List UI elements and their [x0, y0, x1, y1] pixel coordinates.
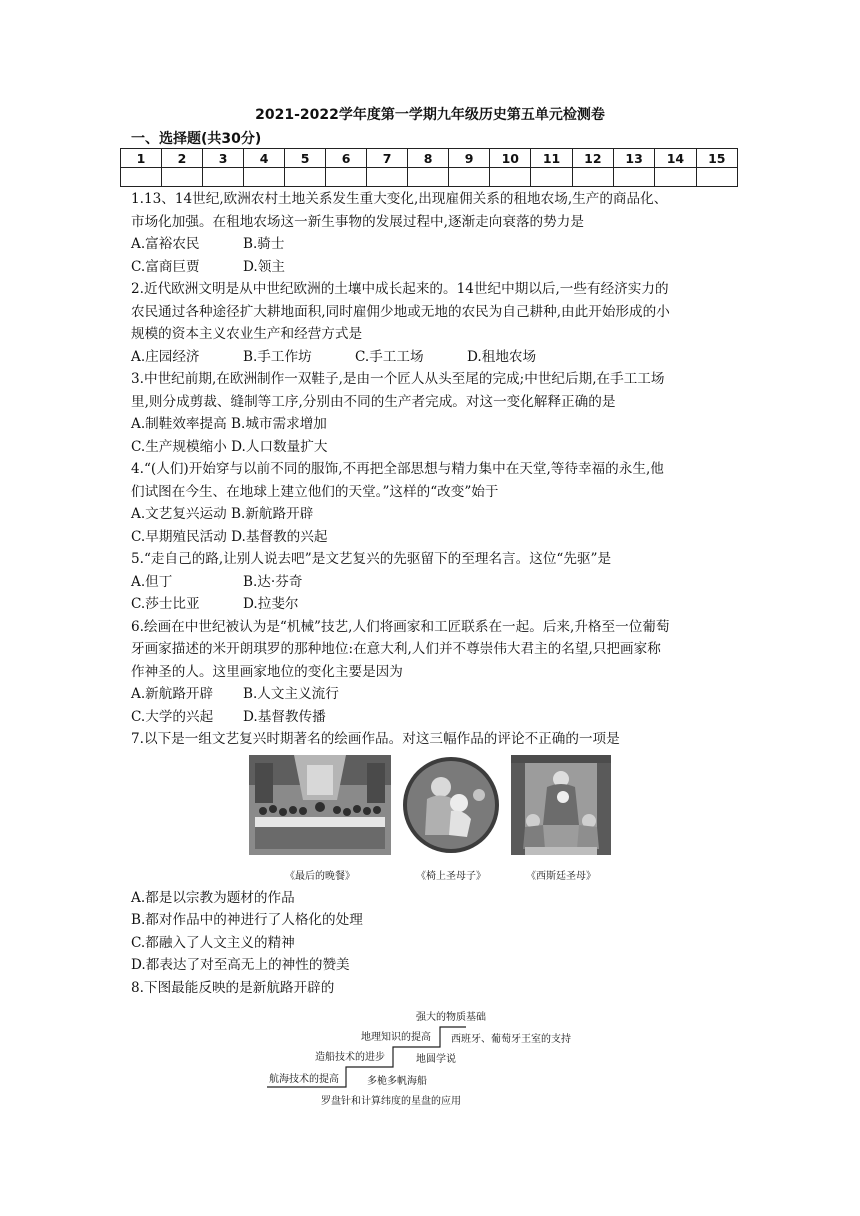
- diagram-label: 强大的物质基础: [416, 1012, 486, 1023]
- diagram-label: 地圆学说: [416, 1054, 456, 1065]
- caption-sistine-madonna: 《西斯廷圣母》: [526, 871, 596, 882]
- question-1-options-row: [131, 256, 741, 279]
- answer-cell: [326, 168, 367, 187]
- answer-grid-number: 15: [696, 149, 737, 168]
- question-4-options-row: A.文艺复兴运动 B.新航路开辟: [131, 506, 314, 522]
- option-c: C.莎士比亚: [131, 596, 200, 612]
- answer-cell: [655, 168, 696, 187]
- last-supper-image: [249, 755, 391, 855]
- answer-grid-blank-row: [121, 168, 738, 187]
- answer-cell: [449, 168, 490, 187]
- caption-madonna-chair: 《椅上圣母子》: [416, 871, 486, 882]
- diagram-label: 罗盘针和计算纬度的星盘的应用: [321, 1096, 461, 1107]
- answer-grid-number: 14: [655, 149, 696, 168]
- answer-cell: [408, 168, 449, 187]
- option-d: D.基督教传播: [243, 708, 326, 725]
- question-7-option-a: A.都是以宗教为题材的作品: [131, 889, 295, 906]
- option-b: B.达·芬奇: [243, 573, 303, 590]
- painting-last-supper: [249, 755, 391, 889]
- question-7-option-c: C.都融入了人文主义的精神: [131, 934, 295, 951]
- question-1-options-row: [131, 233, 741, 256]
- question-7-option-b: B.都对作品中的神进行了人格化的处理: [131, 912, 363, 928]
- option-b: B.骑士: [243, 236, 285, 252]
- option-c: C.手工工场: [355, 348, 424, 365]
- question-6-options-row: [131, 683, 741, 706]
- answer-cell: [203, 168, 244, 187]
- answer-cell: [613, 168, 654, 187]
- sistine-madonna-image: [511, 755, 611, 855]
- question-8-stem-line: 8.下图最能反映的是新航路开辟的: [131, 979, 335, 996]
- question-6-stem-line: 6.绘画在中世纪被认为是“机械”技艺,人们将画家和工匠联系在一起。后来,升格至一位葡萄: [131, 618, 670, 635]
- painting-sistine-madonna: [511, 755, 611, 889]
- question-5-options-row: [131, 593, 741, 616]
- question-4-stem-line: 4.“(人们)开始穿与以前不同的服饰,不再把全部思想与精力集中在天堂,等待幸福的永生,他: [131, 461, 664, 477]
- answer-cell: [572, 168, 613, 187]
- answer-cell: [121, 168, 162, 187]
- answer-grid-number: 6: [326, 149, 367, 168]
- option-a: A.新航路开辟: [131, 686, 214, 702]
- answer-grid-header-row: [121, 149, 738, 168]
- option-d: D.领主: [243, 258, 285, 275]
- answer-grid-number: 12: [572, 149, 613, 168]
- answer-cell: [285, 168, 326, 187]
- option-d: D.拉斐尔: [243, 596, 299, 612]
- option-c: C.大学的兴起: [131, 708, 214, 725]
- option-b: B.手工作坊: [243, 348, 312, 365]
- question-4-options-row: C.早期殖民活动 D.基督教的兴起: [131, 528, 328, 545]
- answer-grid-number: 8: [408, 149, 449, 168]
- answer-cell: [531, 168, 572, 187]
- answer-grid-number: 1: [121, 149, 162, 168]
- answer-cell: [244, 168, 285, 187]
- painting-madonna-chair: [401, 755, 501, 889]
- answer-cell: [490, 168, 531, 187]
- question-6-options-row: [131, 706, 741, 729]
- question-7-option-d: D.都表达了对至高无上的神性的赞美: [131, 957, 350, 973]
- question-2-stem-line: 规模的资本主义农业生产和经营方式是: [131, 326, 363, 342]
- question-3-options-row: A.制鞋效率提高 B.城市需求增加: [131, 416, 327, 432]
- caption-last-supper: 《最后的晚餐》: [285, 871, 355, 882]
- section-heading: 一、选择题(共30分): [131, 131, 262, 147]
- question-3-stem-line: 里,则分成剪裁、缝制等工序,分别由不同的生产者完成。对这一变化解释正确的是: [131, 393, 616, 410]
- question-2-options-row: [131, 346, 741, 369]
- painting-figures: [131, 755, 741, 885]
- question-2-stem-line: 2.近代欧洲文明是从中世纪欧洲的土壤中成长起来的。14世纪中期以后,一些有经济实力的: [131, 281, 669, 297]
- question-1-stem-line: 市场化加强。在租地农场这一新生事物的发展过程中,逐渐走向衰落的势力是: [131, 213, 584, 230]
- answer-grid-number: 9: [449, 149, 490, 168]
- diagram-label: 西班牙、葡萄牙王室的支持: [451, 1034, 571, 1045]
- question-1-stem-line: 1.13、14世纪,欧洲农村土地关系发生重大变化,出现雇佣关系的租地农场,生产的商品化、: [131, 191, 668, 207]
- diagram-label: 造船技术的进步: [315, 1052, 385, 1063]
- diagram-label: 航海技术的提高: [269, 1074, 339, 1085]
- page-title: 2021-2022学年度第一学期九年级历史第五单元检测卷: [255, 107, 605, 123]
- answer-cell: [162, 168, 203, 187]
- question-6-stem-line: 作神圣的人。这里画家地位的变化主要是因为: [131, 663, 403, 680]
- question-6-stem-line: 牙画家描述的米开朗琪罗的那种地位:在意大利,人们并不尊崇伟大君主的名望,只把画家称: [131, 641, 661, 657]
- option-a: A.富裕农民: [131, 236, 200, 252]
- question-3-options-row: C.生产规模缩小 D.人口数量扩大: [131, 438, 328, 455]
- option-d: D.租地农场: [467, 348, 537, 365]
- question-3-stem-line: 3.中世纪前期,在欧洲制作一双鞋子,是由一个匠人从头至尾的完成;中世纪后期,在手工工场: [131, 371, 665, 387]
- answer-cell: [367, 168, 408, 187]
- answer-grid-number: 2: [162, 149, 203, 168]
- answer-cell: [696, 168, 737, 187]
- answer-grid-number: 11: [531, 149, 572, 168]
- question-5-options-row: [131, 571, 741, 594]
- question-4-stem-line: 们试图在今生、在地球上建立他们的天堂。”这样的“改变”始于: [131, 483, 499, 500]
- option-a: A.庄园经济: [131, 348, 200, 365]
- answer-grid-number: 5: [285, 149, 326, 168]
- answer-grid-number: 10: [490, 149, 531, 168]
- option-c: C.富商巨贾: [131, 258, 200, 275]
- questions: [131, 188, 741, 1105]
- option-b: B.人文主义流行: [243, 686, 339, 702]
- answer-grid-number: 7: [367, 149, 408, 168]
- answer-grid-number: 3: [203, 149, 244, 168]
- answer-grid: [120, 148, 738, 187]
- answer-grid-number: 13: [613, 149, 654, 168]
- answer-grid-number: 4: [244, 149, 285, 168]
- staircase-diagram: [131, 1005, 741, 1105]
- question-7-stem-line: 7.以下是一组文艺复兴时期著名的绘画作品。对这三幅作品的评论不正确的一项是: [131, 731, 620, 747]
- diagram-label: 多桅多帆海船: [367, 1076, 427, 1087]
- madonna-chair-image: [401, 755, 501, 855]
- option-a: A.但丁: [131, 573, 173, 590]
- diagram-label: 地理知识的提高: [361, 1032, 431, 1043]
- question-2-stem-line: 农民通过各种途径扩大耕地面积,同时雇佣少地或无地的农民为自己耕种,由此开始形成的小: [131, 303, 670, 320]
- question-5-stem-line: 5.“走自己的路,让别人说去吧”是文艺复兴的先驱留下的至理名言。这位“先驱”是: [131, 551, 612, 567]
